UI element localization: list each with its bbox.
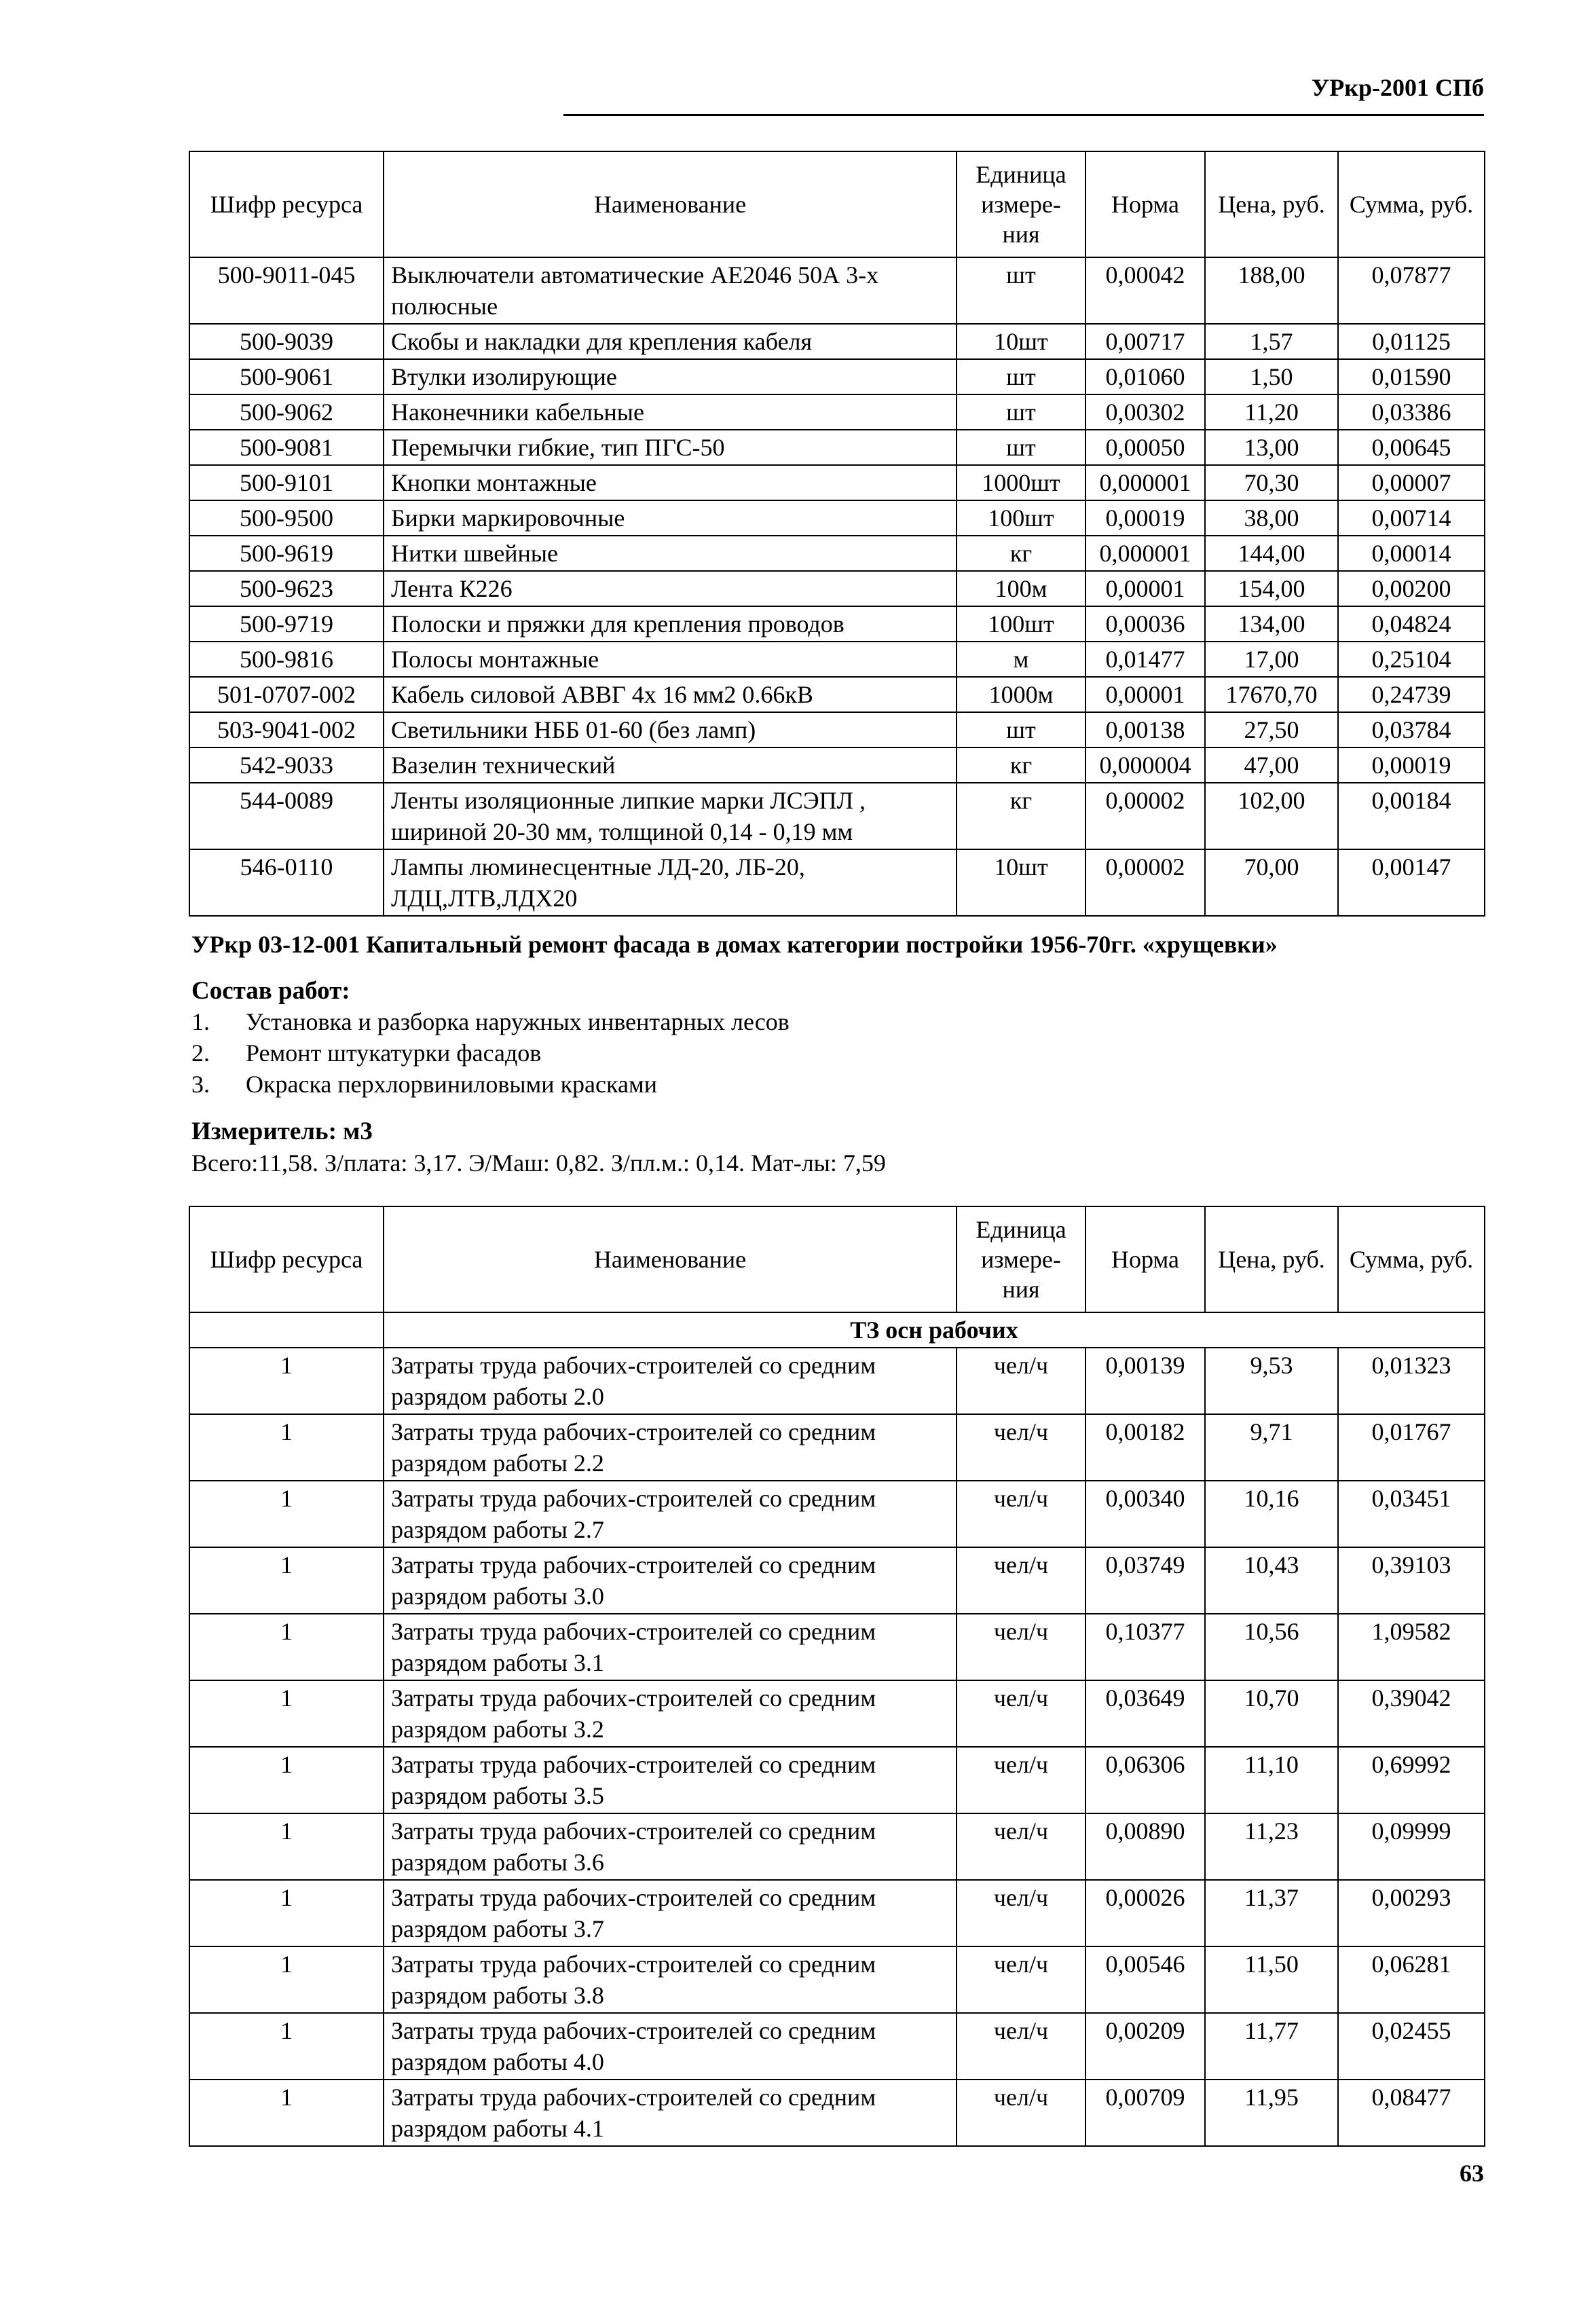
cell-sum: 0,04824 xyxy=(1338,606,1485,642)
cell-sum: 0,00147 xyxy=(1338,849,1485,916)
cell-code: 1 xyxy=(189,1614,384,1680)
cell-norm: 0,000004 xyxy=(1085,747,1205,783)
cell-name: Затраты труда рабочих-строителей со средним разрядом работы 3.0 xyxy=(384,1547,957,1614)
cell-code: 1 xyxy=(189,2013,384,2080)
cell-sum: 0,25104 xyxy=(1338,642,1485,677)
cell-sum: 0,39103 xyxy=(1338,1547,1485,1614)
cell-norm: 0,00042 xyxy=(1085,257,1205,324)
cell-sum: 0,00293 xyxy=(1338,1880,1485,1946)
cell-price: 1,50 xyxy=(1205,359,1338,394)
cell-unit: чел/ч xyxy=(957,1414,1085,1481)
cell-name: Лента К226 xyxy=(384,571,957,606)
cell-code: 542-9033 xyxy=(189,747,384,783)
cell-name: Наконечники кабельные xyxy=(384,394,957,430)
cell-code: 500-9619 xyxy=(189,536,384,571)
cell-price: 70,30 xyxy=(1205,465,1338,500)
cell-price: 9,71 xyxy=(1205,1414,1338,1481)
cell-norm: 0,00340 xyxy=(1085,1481,1205,1547)
cell-code: 1 xyxy=(189,2080,384,2146)
cell-norm: 0,00002 xyxy=(1085,849,1205,916)
table-row xyxy=(189,257,1485,324)
cell-code: 500-9062 xyxy=(189,394,384,430)
cell-name: Затраты труда рабочих-строителей со средним разрядом работы 3.5 xyxy=(384,1747,957,1813)
cell-unit: шт xyxy=(957,712,1085,747)
cell-code: 500-9623 xyxy=(189,571,384,606)
cell-price: 188,00 xyxy=(1205,257,1338,324)
cell-price: 11,77 xyxy=(1205,2013,1338,2080)
cell-price: 47,00 xyxy=(1205,747,1338,783)
cell-sum: 0,03451 xyxy=(1338,1481,1485,1547)
cell-unit: шт xyxy=(957,394,1085,430)
cell-sum: 0,00184 xyxy=(1338,783,1485,849)
cell-unit: чел/ч xyxy=(957,2013,1085,2080)
cell-unit: 10шт xyxy=(957,849,1085,916)
header-unit: Единица измере-ния xyxy=(957,151,1085,257)
cell-unit: 100м xyxy=(957,571,1085,606)
cell-price: 1,57 xyxy=(1205,324,1338,359)
table-row xyxy=(189,1547,1485,1614)
cell-name: Затраты труда рабочих-строителей со средним разрядом работы 2.2 xyxy=(384,1414,957,1481)
document-code: УРкр-2001 СПб xyxy=(1311,74,1484,101)
table-header-row xyxy=(189,151,1485,257)
cell-norm: 0,00002 xyxy=(1085,783,1205,849)
cell-unit: 100шт xyxy=(957,500,1085,536)
cell-price: 9,53 xyxy=(1205,1348,1338,1414)
cell-name: Скобы и накладки для крепления кабеля xyxy=(384,324,957,359)
cell-price: 11,37 xyxy=(1205,1880,1338,1946)
cell-unit: чел/ч xyxy=(957,1880,1085,1946)
header-norm: Норма xyxy=(1085,1206,1205,1312)
table-row xyxy=(189,1680,1485,1747)
cell-sum: 0,24739 xyxy=(1338,677,1485,712)
cell-price: 27,50 xyxy=(1205,712,1338,747)
table-row xyxy=(189,642,1485,677)
cell-sum: 0,00714 xyxy=(1338,500,1485,536)
cell-sum: 1,09582 xyxy=(1338,1614,1485,1680)
cell-sum: 0,01767 xyxy=(1338,1414,1485,1481)
cell-name: Перемычки гибкие, тип ПГС-50 xyxy=(384,430,957,465)
cell-unit: чел/ч xyxy=(957,1614,1085,1680)
cell-code: 1 xyxy=(189,1813,384,1880)
table-row xyxy=(189,1614,1485,1680)
cell-price: 10,70 xyxy=(1205,1680,1338,1747)
cell-code: 500-9061 xyxy=(189,359,384,394)
header-sum: Сумма, руб. xyxy=(1338,151,1485,257)
table-row xyxy=(189,849,1485,916)
table-row xyxy=(189,465,1485,500)
cell-price: 10,56 xyxy=(1205,1614,1338,1680)
cell-sum: 0,03386 xyxy=(1338,394,1485,430)
cell-norm: 0,00709 xyxy=(1085,2080,1205,2146)
table-row xyxy=(189,324,1485,359)
list-item: 3. Окраска перхлорвиниловыми красками xyxy=(191,1071,657,1098)
section-row xyxy=(189,1312,1485,1348)
table-row xyxy=(189,2080,1485,2146)
header-price: Цена, руб. xyxy=(1205,151,1338,257)
cell-code: 1 xyxy=(189,1880,384,1946)
cell-code: 500-9011-045 xyxy=(189,257,384,324)
measure-unit: Измеритель: м3 xyxy=(191,1117,373,1145)
cell-price: 11,50 xyxy=(1205,1946,1338,2013)
table-row xyxy=(189,1481,1485,1547)
cell-name: Ленты изоляционные липкие марки ЛСЭПЛ , шириной 20-30 мм, толщиной 0,14 - 0,19 мм xyxy=(384,783,957,849)
table-row xyxy=(189,571,1485,606)
cell-sum: 0,01590 xyxy=(1338,359,1485,394)
cell-sum: 0,00645 xyxy=(1338,430,1485,465)
cell-code: 1 xyxy=(189,1680,384,1747)
table-row xyxy=(189,500,1485,536)
cell-norm: 0,00182 xyxy=(1085,1414,1205,1481)
cell-price: 11,23 xyxy=(1205,1813,1338,1880)
table-row xyxy=(189,712,1485,747)
table-row xyxy=(189,536,1485,571)
cell-sum: 0,01323 xyxy=(1338,1348,1485,1414)
cell-sum: 0,00014 xyxy=(1338,536,1485,571)
cell-sum: 0,00200 xyxy=(1338,571,1485,606)
cell-norm: 0,00138 xyxy=(1085,712,1205,747)
cell-name: Затраты труда рабочих-строителей со средним разрядом работы 3.6 xyxy=(384,1813,957,1880)
cell-unit: чел/ч xyxy=(957,1481,1085,1547)
header-rule xyxy=(563,114,1484,116)
cell-name: Полоски и пряжки для крепления проводов xyxy=(384,606,957,642)
cell-norm: 0,03649 xyxy=(1085,1680,1205,1747)
cell-code: 1 xyxy=(189,1946,384,2013)
header-name: Наименование xyxy=(384,151,957,257)
header-sum: Сумма, руб. xyxy=(1338,1206,1485,1312)
table-row xyxy=(189,1348,1485,1414)
cell-code: 1 xyxy=(189,1348,384,1414)
table-row xyxy=(189,783,1485,849)
cell-price: 10,16 xyxy=(1205,1481,1338,1547)
cell-sum: 0,08477 xyxy=(1338,2080,1485,2146)
cell-unit: кг xyxy=(957,536,1085,571)
cell-code: 500-9101 xyxy=(189,465,384,500)
cell-name: Бирки маркировочные xyxy=(384,500,957,536)
cell-norm: 0,00001 xyxy=(1085,571,1205,606)
cell-norm: 0,00050 xyxy=(1085,430,1205,465)
header-norm: Норма xyxy=(1085,151,1205,257)
section-title: УРкр 03-12-001 Капитальный ремонт фасада в домах категории постройки 1956-70гг. «хрущевки» xyxy=(191,931,1278,958)
section-label: ТЗ осн рабочих xyxy=(384,1312,1485,1348)
cell-unit: кг xyxy=(957,747,1085,783)
cell-unit: 10шт xyxy=(957,324,1085,359)
cell-price: 70,00 xyxy=(1205,849,1338,916)
cell-price: 11,20 xyxy=(1205,394,1338,430)
cell-sum: 0,39042 xyxy=(1338,1680,1485,1747)
cell-price: 154,00 xyxy=(1205,571,1338,606)
cell-norm: 0,00717 xyxy=(1085,324,1205,359)
cell-norm: 0,10377 xyxy=(1085,1614,1205,1680)
cell-norm: 0,03749 xyxy=(1085,1547,1205,1614)
cell-unit: шт xyxy=(957,257,1085,324)
cell-norm: 0,00036 xyxy=(1085,606,1205,642)
cell-unit: кг xyxy=(957,783,1085,849)
header-code: Шифр ресурса xyxy=(189,1206,384,1312)
table-row xyxy=(189,1747,1485,1813)
cell-norm: 0,00139 xyxy=(1085,1348,1205,1414)
cell-price: 10,43 xyxy=(1205,1547,1338,1614)
cell-sum: 0,06281 xyxy=(1338,1946,1485,2013)
cell-price: 13,00 xyxy=(1205,430,1338,465)
cell-norm: 0,000001 xyxy=(1085,536,1205,571)
cell-sum: 0,07877 xyxy=(1338,257,1485,324)
table-row xyxy=(189,359,1485,394)
cell-name: Кабель силовой АВВГ 4х 16 мм2 0.66кВ xyxy=(384,677,957,712)
cell-unit: 100шт xyxy=(957,606,1085,642)
cell-code: 544-0089 xyxy=(189,783,384,849)
cell-name: Лампы люминесцентные ЛД-20, ЛБ-20, ЛДЦ,ЛТВ,ЛДХ20 xyxy=(384,849,957,916)
cell-code: 1 xyxy=(189,1547,384,1614)
table-row xyxy=(189,1414,1485,1481)
cell-price: 17670,70 xyxy=(1205,677,1338,712)
cell-name: Затраты труда рабочих-строителей со средним разрядом работы 3.2 xyxy=(384,1680,957,1747)
cell-unit: шт xyxy=(957,430,1085,465)
cell-name: Затраты труда рабочих-строителей со средним разрядом работы 3.8 xyxy=(384,1946,957,2013)
cell-sum: 0,69992 xyxy=(1338,1747,1485,1813)
cell-name: Затраты труда рабочих-строителей со средним разрядом работы 2.0 xyxy=(384,1348,957,1414)
cell-code: 1 xyxy=(189,1481,384,1547)
table-row xyxy=(189,2013,1485,2080)
cell-norm: 0,00546 xyxy=(1085,1946,1205,2013)
cell-sum: 0,00019 xyxy=(1338,747,1485,783)
list-item: 2. Ремонт штукатурки фасадов xyxy=(191,1039,542,1067)
cell-sum: 0,00007 xyxy=(1338,465,1485,500)
table-row xyxy=(189,1813,1485,1880)
cell-unit: чел/ч xyxy=(957,1747,1085,1813)
cell-code: 503-9041-002 xyxy=(189,712,384,747)
table-row xyxy=(189,1880,1485,1946)
works-label: Состав работ: xyxy=(191,977,350,1005)
cell-sum: 0,01125 xyxy=(1338,324,1485,359)
cell-code: 500-9816 xyxy=(189,642,384,677)
header-name: Наименование xyxy=(384,1206,957,1312)
cell-norm: 0,000001 xyxy=(1085,465,1205,500)
cell-name: Затраты труда рабочих-строителей со средним разрядом работы 4.0 xyxy=(384,2013,957,2080)
cell-sum: 0,09999 xyxy=(1338,1813,1485,1880)
cell-unit: чел/ч xyxy=(957,2080,1085,2146)
cell-norm: 0,00026 xyxy=(1085,1880,1205,1946)
cell-norm: 0,00209 xyxy=(1085,2013,1205,2080)
page-number: 63 xyxy=(1460,2160,1484,2187)
table-row xyxy=(189,1946,1485,2013)
cell-price: 11,95 xyxy=(1205,2080,1338,2146)
table-row xyxy=(189,606,1485,642)
cell-norm: 0,00019 xyxy=(1085,500,1205,536)
labor-table xyxy=(189,1206,1485,2147)
table-row xyxy=(189,747,1485,783)
list-item: 1. Установка и разборка наружных инвентарных лесов xyxy=(191,1008,790,1035)
table-row xyxy=(189,677,1485,712)
cell-code: 500-9039 xyxy=(189,324,384,359)
cell-name: Вазелин технический xyxy=(384,747,957,783)
cell-price: 144,00 xyxy=(1205,536,1338,571)
cell-name: Нитки швейные xyxy=(384,536,957,571)
header-code: Шифр ресурса xyxy=(189,151,384,257)
header-price: Цена, руб. xyxy=(1205,1206,1338,1312)
cell-name: Затраты труда рабочих-строителей со средним разрядом работы 3.1 xyxy=(384,1614,957,1680)
cost-totals: Всего:11,58. З/плата: 3,17. Э/Маш: 0,82. З/пл.м.: 0,14. Мат-лы: 7,59 xyxy=(191,1149,886,1177)
cell-unit: шт xyxy=(957,359,1085,394)
cell-norm: 0,00001 xyxy=(1085,677,1205,712)
cell-unit: чел/ч xyxy=(957,1547,1085,1614)
table-row xyxy=(189,394,1485,430)
cell-code: 1 xyxy=(189,1414,384,1481)
cell-unit: чел/ч xyxy=(957,1348,1085,1414)
cell-name: Втулки изолирующие xyxy=(384,359,957,394)
cell-name: Светильники НББ 01-60 (без ламп) xyxy=(384,712,957,747)
cell-unit: чел/ч xyxy=(957,1946,1085,2013)
cell-unit: чел/ч xyxy=(957,1813,1085,1880)
cell-norm: 0,00890 xyxy=(1085,1813,1205,1880)
cell-code: 546-0110 xyxy=(189,849,384,916)
cell-code: 1 xyxy=(189,1747,384,1813)
table-row xyxy=(189,430,1485,465)
section-empty-cell xyxy=(189,1312,384,1348)
cell-norm: 0,01060 xyxy=(1085,359,1205,394)
resources-table xyxy=(189,151,1485,917)
cell-name: Выключатели автоматические АЕ2046 50А 3-х полюсные xyxy=(384,257,957,324)
cell-sum: 0,03784 xyxy=(1338,712,1485,747)
cell-code: 500-9500 xyxy=(189,500,384,536)
cell-name: Затраты труда рабочих-строителей со средним разрядом работы 3.7 xyxy=(384,1880,957,1946)
cell-norm: 0,06306 xyxy=(1085,1747,1205,1813)
cell-price: 38,00 xyxy=(1205,500,1338,536)
cell-name: Затраты труда рабочих-строителей со средним разрядом работы 4.1 xyxy=(384,2080,957,2146)
cell-name: Кнопки монтажные xyxy=(384,465,957,500)
cell-name: Затраты труда рабочих-строителей со средним разрядом работы 2.7 xyxy=(384,1481,957,1547)
cell-price: 11,10 xyxy=(1205,1747,1338,1813)
cell-unit: чел/ч xyxy=(957,1680,1085,1747)
cell-code: 500-9081 xyxy=(189,430,384,465)
works-list xyxy=(191,1006,790,1100)
cell-sum: 0,02455 xyxy=(1338,2013,1485,2080)
table-header-row xyxy=(189,1206,1485,1312)
cell-unit: 1000м xyxy=(957,677,1085,712)
cell-norm: 0,00302 xyxy=(1085,394,1205,430)
cell-unit: 1000шт xyxy=(957,465,1085,500)
cell-price: 134,00 xyxy=(1205,606,1338,642)
cell-unit: м xyxy=(957,642,1085,677)
cell-name: Полосы монтажные xyxy=(384,642,957,677)
cell-price: 102,00 xyxy=(1205,783,1338,849)
cell-code: 500-9719 xyxy=(189,606,384,642)
header-unit: Единица измере-ния xyxy=(957,1206,1085,1312)
cell-price: 17,00 xyxy=(1205,642,1338,677)
cell-norm: 0,01477 xyxy=(1085,642,1205,677)
cell-code: 501-0707-002 xyxy=(189,677,384,712)
